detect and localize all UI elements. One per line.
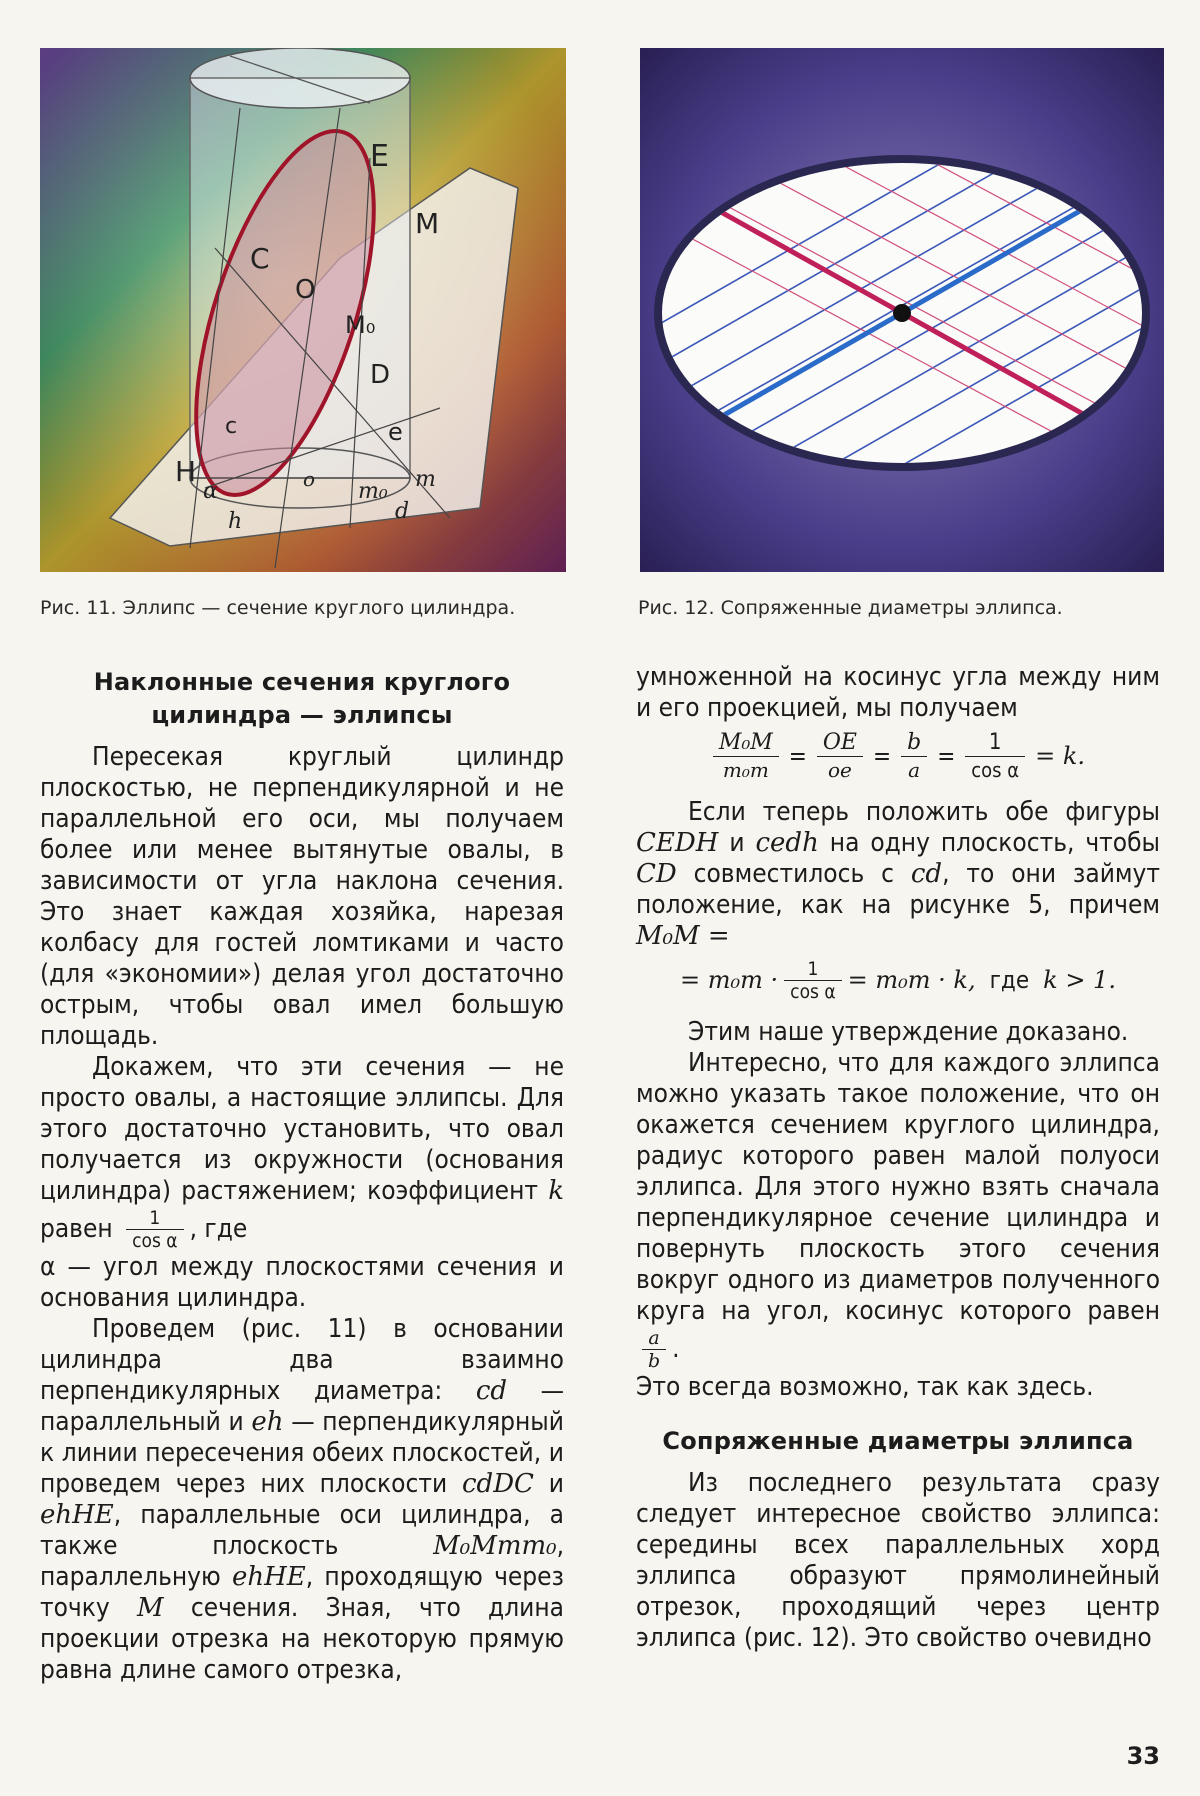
var-CEDH: CEDH — [636, 828, 719, 858]
fig11-label-d: d — [395, 499, 410, 524]
text-span: — параллельный и — [40, 1376, 564, 1437]
fraction-numerator: 1 — [784, 958, 841, 981]
fraction-denominator: cos α — [971, 758, 1020, 782]
equals-sign: = — [937, 742, 956, 770]
fraction-denominator: a — [908, 758, 921, 782]
paragraph-interesting — [636, 1048, 1160, 1372]
equals-sign: = — [788, 742, 807, 770]
figure-12-caption: Рис. 12. Сопряженные диаметры эллипса. — [638, 597, 1063, 619]
fraction-numerator: 1 — [126, 1207, 183, 1230]
paragraph-proof-start — [40, 1052, 564, 1252]
var-M: M — [137, 1593, 164, 1623]
fig11-label-c: c — [225, 414, 238, 439]
text-span: Проведем (рис. 11) в основании цилиндра два взаимно перпендикулярных диаметра: — [40, 1314, 564, 1406]
fraction-M0M-m0m — [713, 730, 779, 783]
fig11-label-M0: M₀ — [345, 311, 376, 339]
fig11-label-h: h — [228, 509, 243, 534]
paragraph-conjugate-property: Из последнего результата сразу следует интересное свойство эллипса: середины всех параллельных хорд эллипса образуют прямолинейный отрезок, проходящий через центр эллипса (рис. 12). Это свойство очевидно — [636, 1468, 1160, 1653]
figure-11-illustration — [40, 48, 566, 572]
paragraph-always-possible: Это всегда возможно, так как здесь. — [636, 1372, 1094, 1402]
text-span: и — [548, 1469, 564, 1499]
fig11-label-alpha: α — [203, 479, 218, 504]
var-eh: eh — [251, 1407, 284, 1437]
paragraph-intro: Пересекая круглый цилиндр плоскостью, не перпендикулярной и не параллельной его оси, мы получаем более или менее вытянутые овалы, в зависимости от угла наклона сечения. Это знает каждая хозяйка, нарезая колбасу для гостей ломтиками и часто (для «экономии») делая угол достаточно острым, чтобы овал имел большую площадь. — [40, 742, 564, 1051]
fraction-numerator: OE — [817, 730, 863, 757]
var-M0M: M₀M = — [636, 921, 730, 951]
var-cdDC: cdDC — [462, 1469, 534, 1499]
var-k: k — [548, 1176, 564, 1206]
formula-mid: = m₀m · k, — [847, 966, 976, 994]
section-heading-inclined-sections: Наклонные сечения круглого цилиндра — эллипсы — [93, 668, 511, 729]
formula-ratio — [636, 730, 1160, 783]
equals-sign: = — [873, 742, 892, 770]
text-span: , параллельную — [40, 1531, 564, 1592]
formula-stretch — [636, 958, 1160, 1003]
fraction-OE-oe — [817, 730, 863, 783]
text-span: совместилось с — [693, 859, 894, 889]
text-span: , проходящую через точку — [40, 1562, 564, 1623]
fraction-numerator: b — [901, 730, 927, 757]
fraction-denominator: cos α — [790, 981, 836, 1003]
figure-11-caption: Рис. 11. Эллипс — сечение круглого цилиндра. — [40, 597, 516, 619]
text-span: , параллельные оси цилиндра, а также плоскость — [40, 1500, 564, 1561]
var-M0Mmm0: M₀Mmm₀ — [433, 1531, 557, 1561]
section-heading-conjugate-diameters: Сопряженные диаметры эллипса — [662, 1427, 1134, 1455]
text-span: на одну плоскость, чтобы — [829, 828, 1160, 858]
text-span: Интересно, что для каждого эллипса можно указать такое положение, что он окажется сечением круглого цилиндра, радиус которого равен малой полуоси эллипса. Для этого нужно взять сначала перпендикулярное сечение цилиндра и повернуть плоскость этого сечения вокруг одного из диаметров полученного круга на угол, косинус которого равен — [636, 1048, 1160, 1326]
fraction-1-cos-alpha-2 — [784, 958, 841, 1003]
fig11-label-D: D — [370, 360, 391, 390]
fig11-label-m0: m₀ — [358, 479, 388, 504]
paragraph-construction — [40, 1314, 564, 1686]
var-ehHE: ehHE — [40, 1500, 114, 1530]
formula-lead: = m₀m · — [680, 966, 779, 994]
fraction-denominator: oe — [828, 758, 852, 782]
fig11-label-E: E — [370, 139, 389, 174]
text-span: и — [729, 828, 745, 858]
fraction-a-b — [642, 1327, 666, 1372]
fraction-denominator: m₀m — [722, 758, 769, 782]
figure-12-conjugate-diameters — [640, 48, 1164, 572]
fig11-label-O: O — [295, 275, 316, 305]
var-CD: CD — [636, 859, 677, 889]
var-ehHE-2: ehHE — [231, 1562, 306, 1592]
paragraph-alpha-definition: α — угол между плоскостями сечения и основания цилиндра. — [40, 1252, 564, 1313]
fraction-denominator: cos α — [132, 1230, 178, 1252]
fig11-label-C: C — [250, 242, 270, 275]
fraction-numerator: a — [642, 1327, 666, 1350]
fraction-1-over-cos-alpha — [126, 1207, 183, 1252]
left-column — [40, 662, 564, 1686]
text-span: , то они займут положение, как на рисунке 5, причем — [636, 859, 1160, 920]
fig11-label-M: M — [415, 207, 440, 240]
fraction-numerator: 1 — [965, 730, 1025, 757]
fraction-b-a — [901, 730, 927, 783]
fig11-label-e: e — [388, 418, 403, 446]
text-span: равен — [40, 1214, 113, 1244]
text-span: . — [672, 1334, 680, 1364]
fig11-label-o: o — [303, 467, 316, 491]
fraction-numerator: M₀M — [713, 730, 779, 757]
fig11-label-m: m — [415, 467, 436, 492]
fig11-label-H: H — [175, 455, 197, 488]
var-cedh: cedh — [755, 828, 819, 858]
figure-12-illustration — [640, 48, 1164, 572]
figure-11-cylinder-section — [40, 48, 566, 572]
formula-where: где — [989, 966, 1030, 994]
fraction-denominator: b — [648, 1350, 661, 1372]
paragraph-combine-figures — [636, 797, 1160, 952]
paragraph-continuation: умноженной на косинус угла между ним и его проекцией, мы получаем — [636, 662, 1160, 723]
text-span: Если теперь положить обе фигуры — [688, 797, 1160, 827]
text-span: , где — [189, 1214, 248, 1244]
text-span: Докажем, что эти сечения — не просто овалы, а настоящие эллипсы. Для этого достаточно установить, что овал получается из окружности (основания цилиндра) растяжением; коэффициент — [40, 1052, 564, 1206]
right-column — [636, 662, 1160, 1654]
text-span: — перпендикулярный к линии пересечения обеих плоскостей, и проведем через них плоскости — [40, 1407, 564, 1499]
text-span: сечения. Зная, что длина проекции отрезка на некоторую прямую равна длине самого отрезка, — [40, 1593, 564, 1685]
fraction-1-cos-alpha — [965, 730, 1025, 783]
page-number: 33 — [1126, 1742, 1160, 1770]
var-cd: cd — [475, 1376, 508, 1406]
paragraph-proved: Этим наше утверждение доказано. — [688, 1017, 1129, 1047]
var-cd: cd — [910, 859, 943, 889]
formula-tail: = k. — [1035, 742, 1086, 770]
formula-condition: k > 1. — [1043, 966, 1116, 994]
